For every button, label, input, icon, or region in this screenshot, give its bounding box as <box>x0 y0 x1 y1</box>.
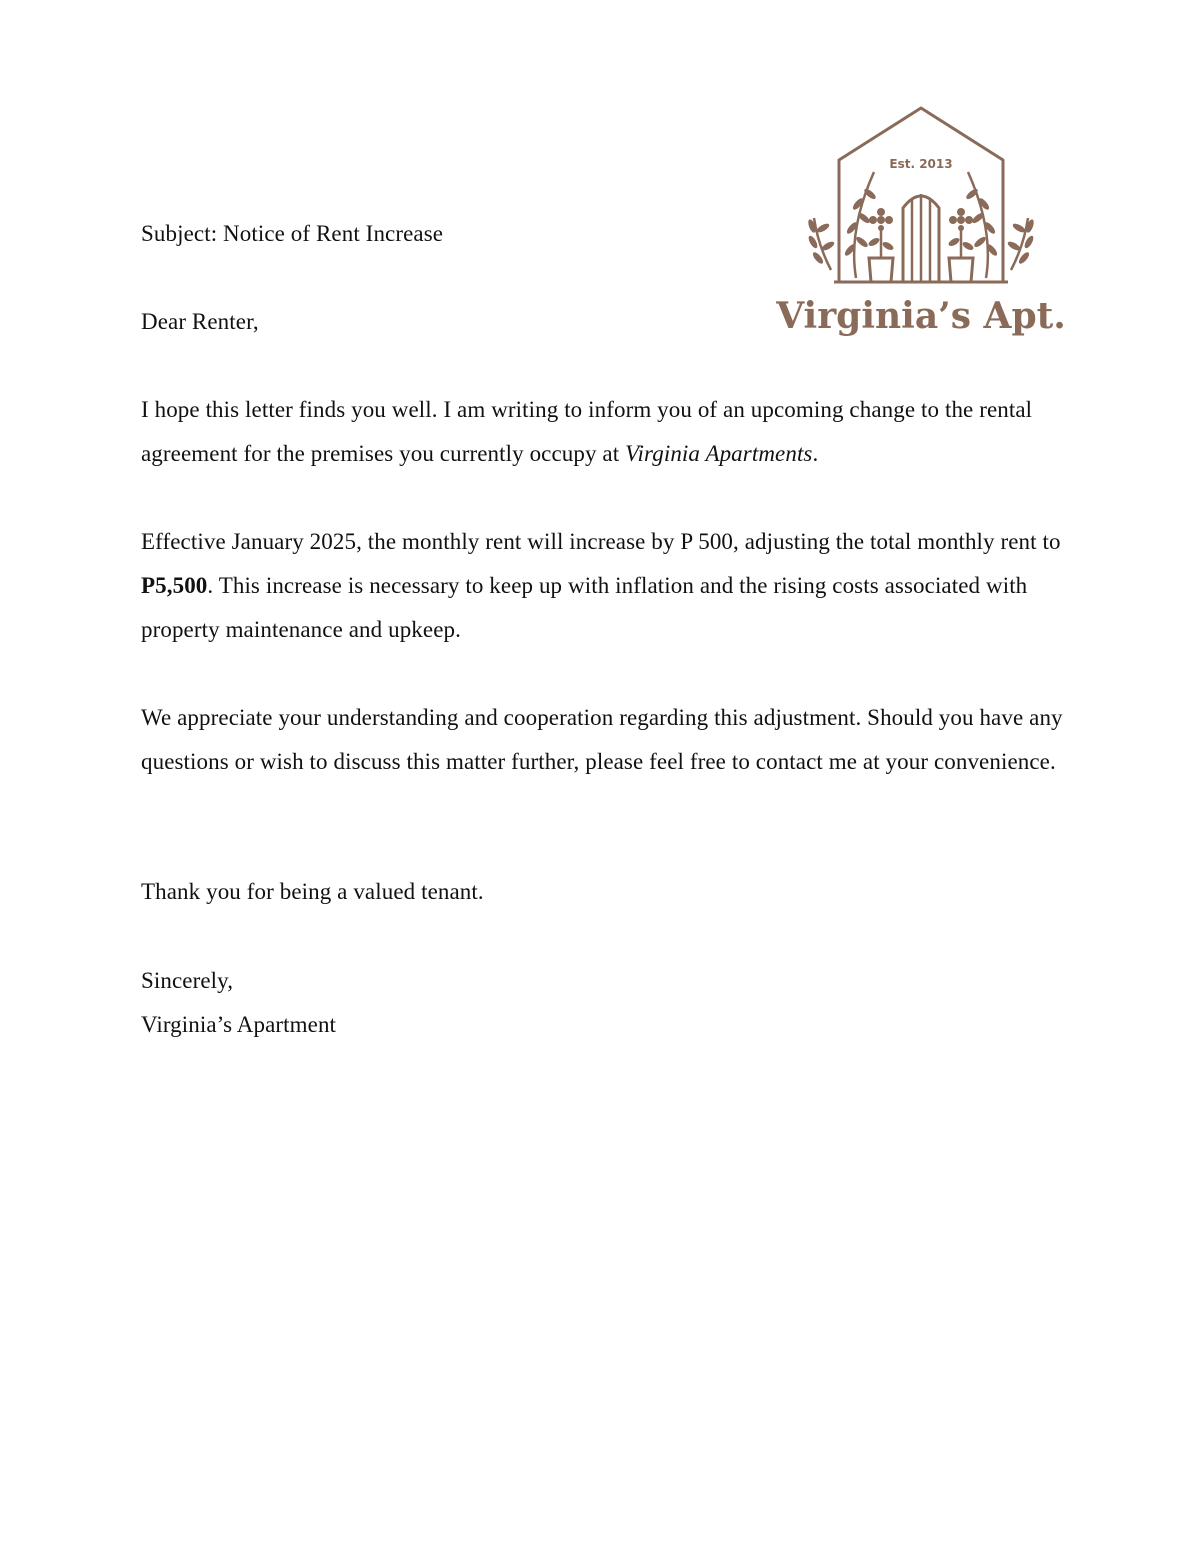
letter-closing: Sincerely, <box>141 968 234 993</box>
letter-signature: Virginia’s Apartment <box>141 1012 337 1037</box>
letter-subject: Subject: Notice of Rent Increase <box>141 221 444 246</box>
rent-amount: P5,500 <box>141 573 208 598</box>
letter-paragraph-intro <box>141 388 1071 476</box>
letter-paragraph-rent <box>141 520 1071 652</box>
svg-text:Est. 2013: Est. 2013 <box>889 157 953 171</box>
property-name: Virginia Apartments <box>625 441 813 466</box>
intro-end: . <box>812 441 819 466</box>
rent-text-after: . This increase is necessary to keep up with inflation and the rising costs associated with property maintenance and upkeep. <box>141 573 1028 642</box>
intro-text: I hope this letter finds you well. I am writing to inform you of an upcoming change to the rental agreement for the premises you currently occupy at <box>141 397 1033 466</box>
letter-thanks: Thank you for being a valued tenant. <box>141 879 484 904</box>
svg-text:Virginia’s Apt.: Virginia’s Apt. <box>776 295 1066 337</box>
letter-paragraph-appreciation: We appreciate your understanding and cooperation regarding this adjustment. Should you have any questions or wish to discuss this matter further, please feel free to contact me at your convenience. <box>141 705 1063 774</box>
rent-text-before: Effective January 2025, the monthly rent will increase by P 500, adjusting the total monthly rent to <box>141 529 1061 554</box>
letter-greeting: Dear Renter, <box>141 309 259 334</box>
